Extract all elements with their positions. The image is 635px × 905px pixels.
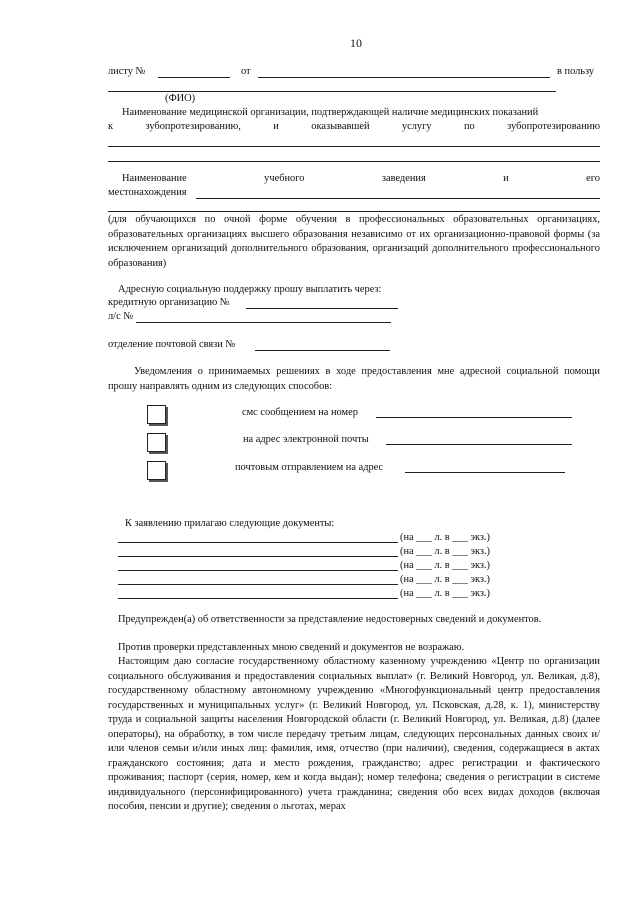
post-option-label: почтовым отправлением на адрес	[235, 462, 384, 473]
edu-org-location-field[interactable]	[196, 198, 600, 199]
payment-intro: Адресную социальную поддержку прошу выплатить через:	[118, 284, 382, 295]
sms-checkbox[interactable]	[147, 405, 166, 424]
edu-org-line1: Наименование учебного заведения и его	[122, 173, 600, 184]
document-name-field[interactable]	[118, 584, 398, 585]
document-name-field[interactable]	[118, 598, 398, 599]
post-office-field[interactable]	[255, 350, 390, 351]
document-pages-copies: (на ___ л. в ___ экз.)	[400, 532, 491, 543]
document-row	[118, 573, 518, 588]
med-org-line2: к зубопротезированию, и оказывавшей услугу по зубопротезированию	[108, 121, 600, 132]
from-label: от	[241, 66, 251, 77]
document-pages-copies: (на ___ л. в ___ экз.)	[400, 588, 491, 599]
edu-org-field-2[interactable]	[108, 211, 600, 212]
document-pages-copies: (на ___ л. в ___ экз.)	[400, 560, 491, 571]
account-label: л/с №	[108, 311, 134, 322]
document-row	[118, 587, 518, 602]
page-number: 10	[350, 36, 362, 50]
list-number-field[interactable]	[158, 77, 230, 78]
credit-org-field[interactable]	[246, 308, 398, 309]
document-row	[118, 559, 518, 574]
post-checkbox[interactable]	[147, 461, 166, 480]
document-name-field[interactable]	[118, 542, 398, 543]
med-org-field-1[interactable]	[108, 146, 600, 147]
no-objection-paragraph: Против проверки представленных мною сведений и документов не возражаю.	[118, 642, 465, 653]
sms-option-label: смс сообщением на номер	[242, 407, 358, 418]
document-name-field[interactable]	[118, 570, 398, 571]
sms-number-field[interactable]	[376, 417, 572, 418]
documents-intro: К заявлению прилагаю следующие документы:	[125, 518, 335, 529]
email-address-field[interactable]	[386, 444, 572, 445]
edu-org-line2: местонахождения	[108, 187, 187, 198]
in-favor-label: в пользу	[557, 66, 595, 77]
edu-org-note: (для обучающихся по очной форме обучения в профессиональных образовательных организациях, образовательных организациях высшего образования независимо от их организационно-правовой формы (за исключением организаций дополнительного образования, организаций дополнительного профессионального образования)	[108, 214, 600, 269]
post-office-label: отделение почтовой связи №	[108, 339, 236, 350]
email-checkbox[interactable]	[147, 433, 166, 452]
warning-paragraph: Предупрежден(а) об ответственности за представление недостоверных сведений и документов.	[118, 614, 542, 625]
from-date-field[interactable]	[258, 77, 550, 78]
account-field[interactable]	[136, 322, 391, 323]
med-org-line1: Наименование медицинской организации, подтверждающей наличие медицинских показаний	[122, 107, 539, 118]
document-row	[118, 545, 518, 560]
credit-org-label: кредитную организацию №	[108, 297, 230, 308]
document-pages-copies: (на ___ л. в ___ экз.)	[400, 546, 491, 557]
fio-caption: (ФИО)	[165, 93, 196, 104]
document-pages-copies: (на ___ л. в ___ экз.)	[400, 574, 491, 585]
document-name-field[interactable]	[118, 556, 398, 557]
list-number-label: листу №	[108, 66, 146, 77]
email-option-label: на адрес электронной почты	[243, 434, 369, 445]
consent-paragraph: Настоящим даю согласие государственному областному казенному учреждению «Центр по организации социального обслуживания и предоставления социальных выплат» (г. Великий Новгород, ул. Великая, д.8), государственному областному автономному учреждению «Многофункциональный центр предоставления государственных и муниципальных услуг» (г. Великий Новгород, ул. Псковская, д.28, к. 1), министерству труда и социальной защиты населения Новгородской области (г. Великий Новгород, ул. Великая, д.8) (далее операторы), на обработку, в том числе передачу третьим лицам, следующих персональных данных своих и/или членов семьи и/или иных лиц: фамилия, имя, отчество (при наличии), сведения, содержащиеся в актах гражданского состояния; дата и место рождения, гражданство; адрес регистрации и фактического проживания; паспорт (серия, номер, кем и когда выдан); номер телефона; сведения о регистрации в системе индивидуального (персонифицированного) учета гражданина; сведения обо всех видах доходов (включая пособия, пенсии и другие); сведения о льготах, мерах	[108, 656, 600, 812]
notifications-intro: Уведомления о принимаемых решениях в ходе предоставления мне адресной социальной помощи прошу направлять одним из следующих способов:	[108, 366, 600, 392]
med-org-field-2[interactable]	[108, 161, 600, 162]
post-address-field[interactable]	[405, 472, 565, 473]
document-row	[118, 531, 518, 546]
